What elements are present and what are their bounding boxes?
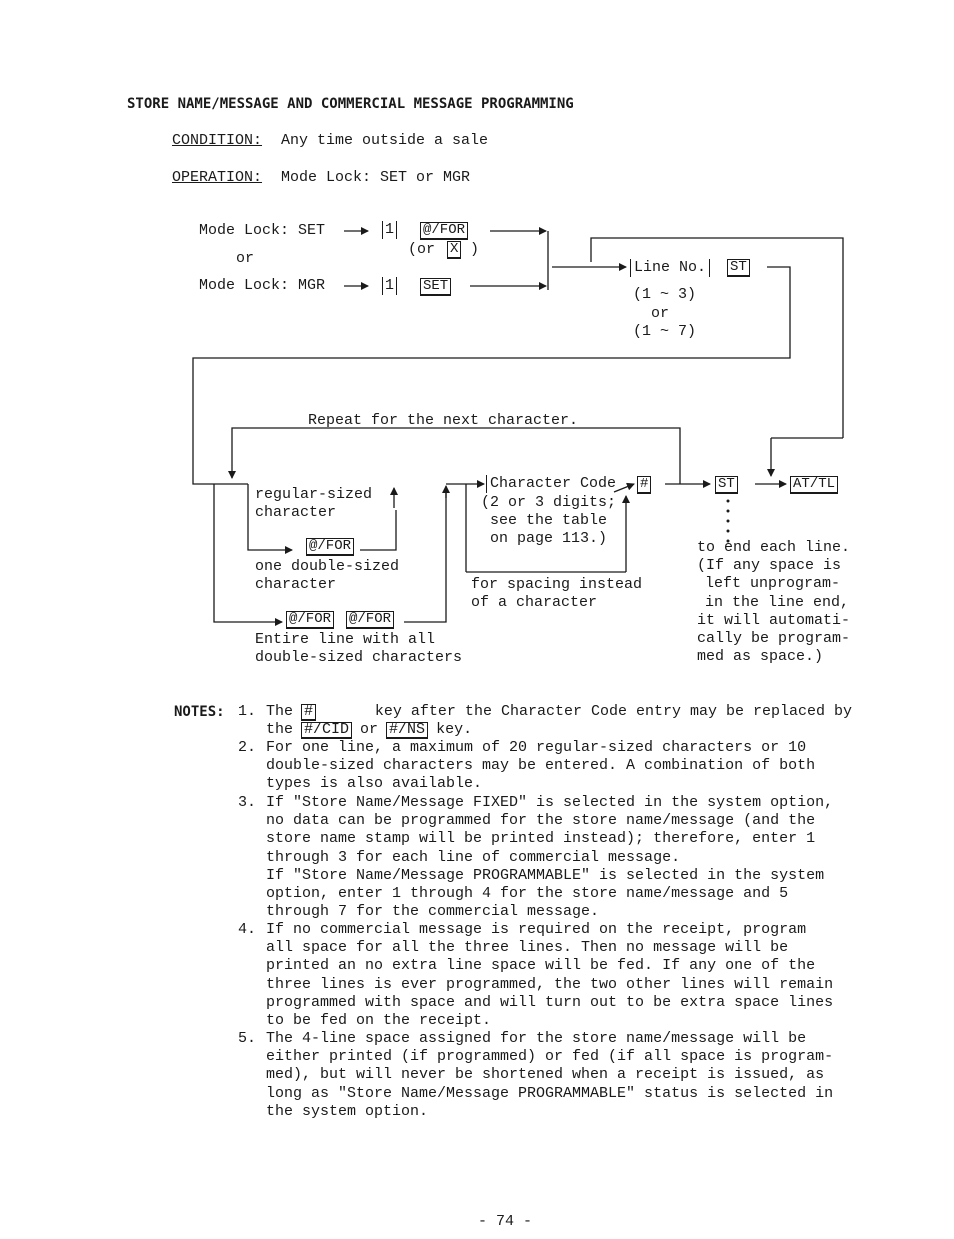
end-note-4: in the line end,: [705, 594, 850, 611]
key-at-for-double: @/FOR: [306, 538, 354, 556]
end-note-5: it will automati-: [697, 612, 851, 629]
note-4-line: three lines is ever programmed, the two other lines will remain: [266, 975, 834, 993]
code-note-2: see the table: [490, 512, 608, 529]
note-4-line: printed an no extra line space will be fed. If any one of the: [266, 957, 816, 975]
note-2-line: double-sized characters may be entered. A combination of both: [266, 757, 816, 775]
note-3-line: If "Store Name/Message FIXED" is selected in the system option,: [266, 794, 834, 811]
spacing-note-2: of a character: [471, 594, 598, 611]
range-1-7: (1 ~ 7): [633, 323, 697, 340]
note-5-line: either printed (if programmed) or fed (if all space is program-: [266, 1048, 834, 1066]
line-no-entry: Line No.: [630, 259, 710, 277]
note-3-line: If "Store Name/Message PROGRAMMABLE" is selected in the system: [266, 866, 825, 884]
note-1-key-cid: #/CID: [301, 722, 352, 739]
note-5-line: the system option.: [266, 1102, 429, 1120]
note-5-line: med), but will never be shortened when a receipt is issued, as: [266, 1066, 825, 1084]
note-1-text-b: key after the Character Code entry may be replaced by: [374, 703, 852, 720]
note-5-line: The 4-line space assigned for the store name/message will be: [266, 1030, 807, 1047]
note-5-number: 5.: [238, 1030, 257, 1047]
mode-lock-set: Mode Lock: SET: [199, 222, 326, 239]
note-5-line: long as "Store Name/Message PROGRAMMABLE" status is selected in: [266, 1084, 834, 1102]
note-1-number: 1.: [238, 703, 257, 720]
note-4-line: programmed with space and will turn out to be extra space lines: [266, 993, 834, 1011]
operation-value: Mode Lock: SET or MGR: [281, 169, 471, 186]
note-1: [266, 703, 852, 739]
key-at-tl: AT/TL: [790, 476, 838, 494]
regular-sized-label-2: character: [255, 504, 337, 521]
note-1-text-c: the: [266, 721, 294, 739]
end-note-3: left unprogram-: [705, 575, 841, 592]
note-4-number: 4.: [238, 921, 257, 938]
page-title: STORE NAME/MESSAGE AND COMMERCIAL MESSAGE PROGRAMMING: [127, 96, 574, 112]
condition-value: Any time outside a sale: [281, 132, 489, 149]
note-1-key-hash: #: [301, 704, 316, 721]
or-label: or: [236, 250, 255, 267]
operation-label: OPERATION:: [172, 169, 263, 186]
note-2: [266, 739, 852, 794]
double-sized-label: one double-sized: [255, 558, 400, 575]
spacing-note-1: for spacing instead: [471, 576, 643, 593]
note-4-line: to be fed on the receipt.: [266, 1011, 492, 1029]
end-note-7: med as space.): [697, 648, 824, 665]
regular-sized-label: regular-sized: [255, 486, 373, 503]
note-3-line: through 7 for the commercial message.: [266, 903, 600, 921]
note-1-text-d: or: [360, 721, 379, 739]
character-code-entry: Character Code: [486, 475, 616, 493]
note-1-key-ns: #/NS: [386, 722, 428, 739]
note-3-line: through 3 for each line of commercial message.: [266, 848, 681, 866]
end-note-1: to end each line.: [697, 539, 851, 556]
key-at-for: @/FOR: [420, 222, 468, 240]
key-st-end: ST: [715, 476, 738, 494]
note-2-line: For one line, a maximum of 20 regular-sized characters or 10: [266, 739, 807, 756]
condition-label: CONDITION:: [172, 132, 263, 149]
code-note-1: (2 or 3 digits;: [481, 494, 617, 511]
or-label-2: or: [651, 305, 670, 322]
key-at-for-entire-2: @/FOR: [346, 611, 394, 629]
note-1-text-a: The: [266, 703, 294, 720]
mode-lock-mgr: Mode Lock: MGR: [199, 277, 326, 294]
note-1-text-e: key.: [436, 721, 473, 739]
key-x: X: [447, 241, 461, 259]
range-1-3: (1 ~ 3): [633, 286, 697, 303]
notes-label: NOTES:: [174, 704, 225, 720]
end-note-6: cally be program-: [697, 630, 851, 647]
note-5: [266, 1030, 852, 1121]
entire-line-label: Entire line with all: [255, 631, 436, 648]
or-x-open: (or: [408, 241, 436, 258]
key-hash: #: [637, 476, 651, 494]
note-3: [266, 794, 852, 921]
note-4-line: If no commercial message is required on the receipt, program: [266, 921, 807, 938]
key-set: SET: [420, 278, 451, 296]
repeat-label: Repeat for the next character.: [308, 412, 579, 429]
note-3-line: no data can be programmed for the store name/message (and the: [266, 812, 816, 830]
key-1-mgr: 1: [382, 277, 397, 295]
note-4: [266, 921, 852, 1030]
note-3-number: 3.: [238, 794, 257, 811]
note-4-line: all space for all the three lines. Then no message will be: [266, 939, 789, 957]
note-2-number: 2.: [238, 739, 257, 756]
key-1-set: 1: [382, 221, 397, 239]
note-2-line: types is also available.: [266, 775, 483, 793]
key-at-for-entire-1: @/FOR: [286, 611, 334, 629]
or-x-close: ): [470, 241, 480, 258]
entire-line-label-2: double-sized characters: [255, 649, 463, 666]
page-number: - 74 -: [478, 1213, 533, 1230]
code-note-3: on page 113.): [490, 530, 608, 547]
key-st-line: ST: [727, 259, 750, 277]
note-3-line: option, enter 1 through 4 for the store name/message and 5: [266, 884, 789, 902]
end-note-2: (If any space is: [697, 557, 842, 574]
note-3-line: store name stamp will be printed instead); therefore, enter 1: [266, 830, 816, 848]
double-sized-label-2: character: [255, 576, 337, 593]
